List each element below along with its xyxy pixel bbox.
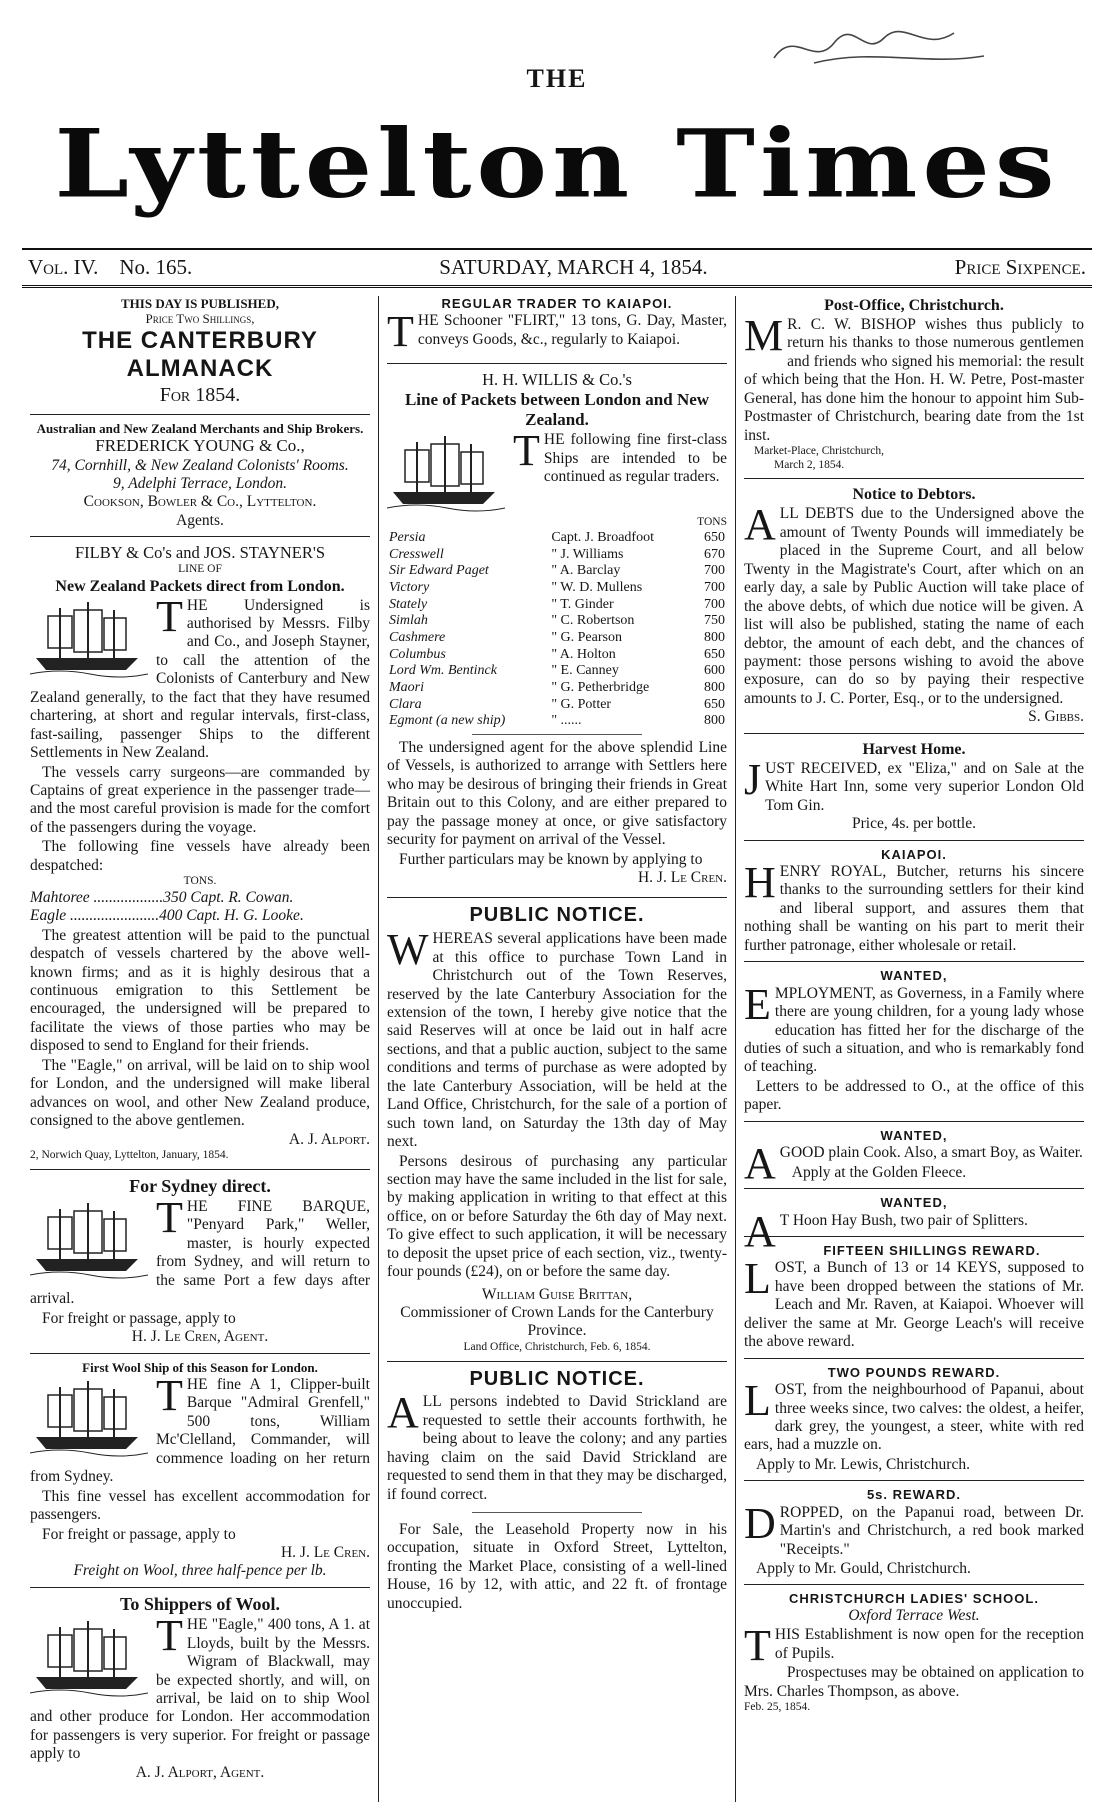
willis-para3: Further particulars may be known by applying to bbox=[399, 850, 703, 868]
merchants-agents-label: Agents. bbox=[176, 511, 224, 529]
filby-tons: TONS. bbox=[183, 875, 217, 888]
filby-para5: The "Eagle," on arrival, will be laid on to ship wool for London, and the undersigned will make liberal advances on wool, and other New Zealand produce, consigned to the above gentlemen. bbox=[30, 1056, 370, 1130]
ship-illustration bbox=[30, 1377, 148, 1459]
ship-tons: 700 bbox=[704, 596, 725, 612]
ship-capt: " T. Ginder bbox=[551, 596, 614, 612]
ship-row bbox=[387, 580, 727, 597]
ship-capt: " A. Barclay bbox=[551, 563, 621, 579]
ship-row bbox=[387, 713, 727, 730]
debtors-para: ALL DEBTS due to the Undersigned above the amount of Twenty Pounds will immediately be placed in the Supreme Court, and all below Twenty in the Magistrate's Court, after which on an early day, a sale by Public Auction will take place of the above debts, of which due notice will be given. A list will also be published, stating the name of each debtor, the amount of each debt, and the chances of payment: those persons wishing to avoid the above exposure, can do so by paying their respective amounts to J. C. Porter, Esq., or to the undersigned. bbox=[744, 500, 1084, 707]
ship-row bbox=[387, 680, 727, 697]
ship-capt: " G. Potter bbox=[551, 696, 612, 712]
twopounds-para2: Apply to Mr. Lewis, Christchurch. bbox=[756, 1455, 970, 1473]
wanted2-para2: Apply at the Golden Fleece. bbox=[791, 1163, 967, 1181]
forsale-para: For Sale, the Leasehold Property now in his occupation, situate in Oxford Street, Lyttelton, fronting the Market Place, consisting of a well-lined House, 16 by 12, with attic, and 22 ft. of frontage unoccupied. bbox=[387, 1520, 727, 1612]
willis-para1: THE following fine first-class Ships are intended to be continued as regular traders. bbox=[513, 426, 727, 486]
ship-capt: " E. Canney bbox=[551, 663, 619, 679]
ship-row bbox=[387, 547, 727, 564]
merchants-address2: 9, Adelphi Terrace, London. bbox=[113, 474, 287, 492]
ship-illustration bbox=[30, 1199, 148, 1281]
ship-row bbox=[387, 647, 727, 664]
ship-name: Cresswell bbox=[389, 546, 444, 562]
ship-row bbox=[387, 597, 727, 614]
willis-para2: The undersigned agent for the above splendid Line of Vessels, is authorized to arrange with Settlers here who may be desirous of bringing their friends in Great Britain out to this Colony, and are either prepared to pay the passage money at once, or give satisfactory security for payment on arrival of the Vessel. bbox=[387, 738, 727, 849]
ship-row bbox=[387, 663, 727, 680]
merchants-address1: 74, Cornhill, & New Zealand Colonists' Rooms. bbox=[51, 456, 349, 474]
column-1 bbox=[22, 296, 378, 1802]
wanted3-para1: AT Hoon Hay Bush, two pair of Splitters. bbox=[744, 1206, 1028, 1256]
wanted1-para2: Letters to be addressed to O., at the office of this paper. bbox=[744, 1077, 1084, 1114]
filby-para4: The greatest attention will be paid to the punctual despatch of vessels chartered by the above well-known firms; and as it is highly desirous that a continuous emigration to this Settlement be encouraged, the undersigned will be prepared to facilitate the views of those parties who may be disposed to send to England for their friends. bbox=[30, 926, 370, 1055]
school-heading: CHRISTCHURCH LADIES' SCHOOL. bbox=[789, 1591, 1039, 1607]
issue-price: Price Sixpence. bbox=[954, 255, 1086, 279]
filby-line-of: LINE OF bbox=[178, 562, 222, 575]
wanted1-heading: WANTED, bbox=[880, 968, 948, 984]
kaiapoi-para: HENRY ROYAL, Butcher, returns his sincere thanks to the surrounding settlers for their kind and liberal support, and assures them that nothing shall be wanting on his part to merit their further patronage, either wholesale or retail. bbox=[744, 857, 1084, 954]
notice1-signature: William Guise Brittan, bbox=[481, 1285, 633, 1303]
ship-row bbox=[387, 563, 727, 580]
dateline bbox=[22, 248, 1092, 288]
ship-row bbox=[387, 697, 727, 714]
ship-name: Victory bbox=[389, 580, 430, 596]
ship-tons: 650 bbox=[704, 696, 725, 712]
filby-ship2: Eagle .......................400 Capt. H. G. Looke. bbox=[30, 907, 304, 925]
ship-name: Sir Edward Paget bbox=[389, 563, 489, 579]
ship-row bbox=[387, 530, 727, 547]
firstwool-signature: H. J. Le Cren. bbox=[280, 1543, 370, 1561]
filby-heading: FILBY & Co's and JOS. STAYNER'S bbox=[74, 543, 326, 563]
postoffice-footer1: Market-Place, Christchurch, bbox=[754, 445, 884, 458]
firstwool-heading: First Wool Ship of this Season for London. bbox=[82, 1359, 318, 1375]
ship-tons: 800 bbox=[704, 630, 725, 646]
fiveshill-heading: 5s. REWARD. bbox=[866, 1487, 962, 1503]
firstwool-para2: This fine vessel has excellent accommodation for passengers. bbox=[30, 1487, 370, 1524]
shippers-para1: THE "Eagle," 400 tons, A 1. at Lloyds, built by the Messrs. Wigram of Blackwall, may be expected shortly, and will, on arrival, be laid on to ship Wool and other produce for London. Her accommodation for passengers is very superior. For freight or passage apply to bbox=[30, 1611, 370, 1763]
ship-name: Maori bbox=[389, 679, 424, 695]
almanack-year: For 1854. bbox=[159, 384, 241, 407]
sydney-heading: For Sydney direct. bbox=[129, 1175, 271, 1196]
almanack-line1: THIS DAY IS PUBLISHED, bbox=[121, 296, 279, 311]
volume: Vol. IV. bbox=[28, 255, 99, 279]
volume-number bbox=[28, 255, 192, 280]
ship-capt: " G. Petherbridge bbox=[551, 679, 650, 695]
kaiapoi-trader-para: THE Schooner "FLIRT," 13 tons, G. Day, Master, conveys Goods, &c., regularly to Kaiapoi. bbox=[387, 307, 727, 357]
notice1-para1: WHEREAS several applications have been made at this office to purchase Town Land in Christchurch out of the Town Reserves, reserved by the late Canterbury Association for the extension of the town, I hereby give notice that the said Reserves will at once be laid out in half acre sections, and that a public auction, subject to the same conditions and terms of purchase as were adopted by the late Canterbury Association, will be held at the Land Office, Christchurch, for the sale of a portion of such town land, on Saturday the 13th day of May next. bbox=[387, 925, 727, 1151]
merchants-heading: Australian and New Zealand Merchants and Ship Brokers. bbox=[36, 420, 364, 436]
ship-tons: 650 bbox=[704, 530, 725, 546]
ship-row bbox=[387, 630, 727, 647]
fifteen-para: LOST, a Bunch of 13 or 14 KEYS, supposed to have been dropped between the stations of Mr. Leach and Mr. Raven, at Kaiapoi. Whoever will deliver the same at Mr. George Leach's will receive the above reward. bbox=[744, 1254, 1084, 1351]
ship-name: Egmont (a new ship) bbox=[389, 713, 506, 729]
willis-tons-label: TONS bbox=[697, 516, 727, 529]
notice1-heading: PUBLIC NOTICE. bbox=[469, 904, 645, 927]
debtors-heading: Notice to Debtors. bbox=[852, 486, 976, 504]
twopounds-heading: TWO POUNDS REWARD. bbox=[827, 1364, 1001, 1380]
filby-subheading: New Zealand Packets direct from London. bbox=[55, 577, 345, 595]
ship-illustration bbox=[30, 598, 148, 680]
ship-name: Simlah bbox=[389, 613, 428, 629]
postoffice-para: MR. C. W. BISHOP wishes thus publicly to return his thanks to those numerous gentlemen and friends who signed his memorial: the result of which being that the Hon. H. W. Petre, Post-master General, has done him the honour to appoint him Sub-Postmaster of Christchurch, bearing date from the 1st inst. bbox=[744, 311, 1084, 444]
ships-table bbox=[387, 530, 727, 730]
school-footer: Feb. 25, 1854. bbox=[744, 1701, 811, 1714]
ship-capt: " A. Holton bbox=[551, 646, 616, 662]
harvest-heading: Harvest Home. bbox=[862, 740, 966, 758]
harvest-price: Price, 4s. per bottle. bbox=[852, 815, 976, 833]
ship-capt: " J. Williams bbox=[551, 546, 624, 562]
column-3 bbox=[735, 296, 1092, 1802]
fifteen-heading: FIFTEEN SHILLINGS REWARD. bbox=[823, 1242, 1041, 1258]
ship-tons: 670 bbox=[704, 546, 725, 562]
wanted2-heading: WANTED, bbox=[880, 1127, 948, 1143]
shippers-signature: A. J. Alport, Agent. bbox=[135, 1763, 265, 1781]
school-subheading: Oxford Terrace West. bbox=[848, 1606, 980, 1624]
wanted1-para1: EMPLOYMENT, as Governess, in a Family where there are young children, for a young lady whose education has fitted her for the discharge of the duties of such a situation, and who is remarkably fond of teaching. bbox=[744, 979, 1084, 1076]
notice2-heading: PUBLIC NOTICE. bbox=[469, 1367, 645, 1390]
ship-name: Lord Wm. Bentinck bbox=[389, 663, 497, 679]
wanted2-para1: AGOOD plain Cook. Also, a smart Boy, as Waiter. bbox=[744, 1139, 1083, 1189]
willis-signature: H. J. Le Cren. bbox=[637, 869, 727, 887]
ship-name: Columbus bbox=[389, 646, 446, 662]
willis-subheading: Line of Packets between London and New Zealand. bbox=[404, 389, 710, 430]
notice1-title: Commissioner of Crown Lands for the Canterbury Province. bbox=[400, 1304, 714, 1340]
masthead-title: Lyttelton Times bbox=[54, 108, 1060, 219]
issue-date: SATURDAY, MARCH 4, 1854. bbox=[439, 255, 708, 279]
notice1-footer: Land Office, Christchurch, Feb. 6, 1854. bbox=[463, 1340, 651, 1353]
ship-tons: 650 bbox=[704, 646, 725, 662]
harvest-para1: JUST RECEIVED, ex "Eliza," and on Sale at the White Hart Inn, some very superior London Old Tom Gin. bbox=[744, 754, 1084, 814]
firstwool-footer: Freight on Wool, three half-pence per lb. bbox=[73, 1562, 327, 1580]
filby-para2: The vessels carry surgeons—are commanded by Captains of great experience in the passenger trade—and the most careful provision is made for the comfort of the passengers during the voyage. bbox=[30, 763, 370, 836]
ship-name: Clara bbox=[389, 696, 422, 712]
school-para2: Prospectuses may be obtained on application to Mrs. Charles Thompson, as above. bbox=[744, 1664, 1084, 1700]
ship-row bbox=[387, 613, 727, 630]
ship-tons: 750 bbox=[704, 613, 725, 629]
ship-tons: 800 bbox=[704, 713, 725, 729]
ship-tons: 700 bbox=[704, 580, 725, 596]
almanack-title: THE CANTERBURY ALMANACK bbox=[82, 326, 318, 383]
ship-capt: " G. Pearson bbox=[551, 630, 622, 646]
ship-capt: " W. D. Mullens bbox=[551, 580, 643, 596]
ship-capt: " C. Robertson bbox=[551, 613, 635, 629]
ship-tons: 800 bbox=[704, 679, 725, 695]
notice2-para1: ALL persons indebted to David Strickland are requested to settle their accounts forthwith, he being about to leave the colony; and any parties having claim on the said David Strickland are requested to send them in that they may be discharged, if found correct. bbox=[387, 1388, 727, 1503]
filby-footer: 2, Norwich Quay, Lyttelton, January, 1854. bbox=[30, 1148, 229, 1161]
school-para1: THIS Establishment is now open for the reception of Pupils. bbox=[744, 1621, 1084, 1671]
twopounds-para1: LOST, from the neighbourhood of Papanui, about three weeks since, two calves: the oldest, a heifer, dark grey, the youngest, a steer, white with red ears, had a muzzle on. bbox=[744, 1376, 1084, 1454]
shippers-heading: To Shippers of Wool. bbox=[119, 1593, 281, 1614]
merchants-firm: FREDERICK YOUNG & Co., bbox=[95, 436, 305, 456]
almanack-line2: Price Two Shillings, bbox=[145, 311, 255, 327]
ship-name: Persia bbox=[389, 530, 426, 546]
filby-para1: THE Undersigned is authorised by Messrs. Filby and Co., and Joseph Stayner, to call the attention of the Colonists of Canterbury and New Zealand generally, to the fact that they have resumed chartering, at short and regular intervals, first-class, fast-sailing, passenger Ships to the different Settlements in New Zealand. bbox=[30, 591, 370, 762]
ship-name: Stately bbox=[389, 596, 428, 612]
sydney-signature: H. J. Le Cren, Agent. bbox=[131, 1328, 269, 1346]
columns bbox=[22, 296, 1092, 1802]
firstwool-para1: THE fine A 1, Clipper-built Barque "Admiral Grenfell," 500 tons, William Mc'Clelland, Commander, will commence loading on her return from Sydney. bbox=[30, 1371, 370, 1486]
ship-name: Cashmere bbox=[389, 630, 446, 646]
fiveshill-para2: Apply to Mr. Gould, Christchurch. bbox=[756, 1560, 971, 1578]
firstwool-para3: For freight or passage, apply to bbox=[42, 1525, 236, 1543]
issue-number: No. 165. bbox=[119, 255, 193, 279]
fiveshill-para1: DROPPED, on the Papanui road, between Dr. Martin's and Christchurch, a red book marked "Receipts." bbox=[744, 1498, 1084, 1558]
filby-ship1: Mahtoree ..................350 Capt. R. Cowan. bbox=[30, 888, 294, 906]
postoffice-footer2: March 2, 1854. bbox=[774, 458, 845, 471]
ship-capt: Capt. J. Broadfoot bbox=[551, 530, 654, 546]
kaiapoi-trader-heading: REGULAR TRADER TO KAIAPOI. bbox=[441, 296, 673, 311]
ship-illustration bbox=[30, 1617, 148, 1699]
postoffice-heading: Post-Office, Christchurch. bbox=[824, 297, 1004, 314]
ship-tons: 700 bbox=[704, 563, 725, 579]
column-2 bbox=[378, 296, 735, 1802]
kaiapoi-heading: KAIAPOI. bbox=[881, 846, 947, 862]
ship-illustration bbox=[387, 432, 505, 514]
merchants-agent: Cookson, Bowler & Co., Lyttelton. bbox=[83, 493, 317, 511]
sydney-para2: For freight or passage, apply to bbox=[42, 1309, 236, 1327]
ship-tons: 600 bbox=[704, 663, 725, 679]
sydney-para1: THE FINE BARQUE, "Penyard Park," Weller, master, is hourly expected from Sydney, and will return to the same Port a few days after arrival. bbox=[30, 1193, 370, 1308]
ship-capt: " ...... bbox=[551, 713, 582, 729]
willis-heading: H. H. WILLIS & Co.'s bbox=[482, 370, 632, 390]
filby-para3: The following fine vessels have already been despatched: bbox=[30, 838, 370, 874]
masthead-the: THE bbox=[526, 64, 588, 93]
debtors-signature: S. Gibbs. bbox=[1028, 708, 1084, 726]
wanted3-heading: WANTED, bbox=[880, 1195, 948, 1211]
filby-signature: A. J. Alport. bbox=[288, 1130, 370, 1148]
notice1-para2: Persons desirous of purchasing any particular section may have the same included in the list for sale, by making application in writing to that effect at this office, on or before Saturday the 6th day of May next. To give effect to such application, it will be necessary to deposit the upset price of each section, viz., twenty-four pounds (£24), on or before the same day. bbox=[387, 1152, 727, 1281]
